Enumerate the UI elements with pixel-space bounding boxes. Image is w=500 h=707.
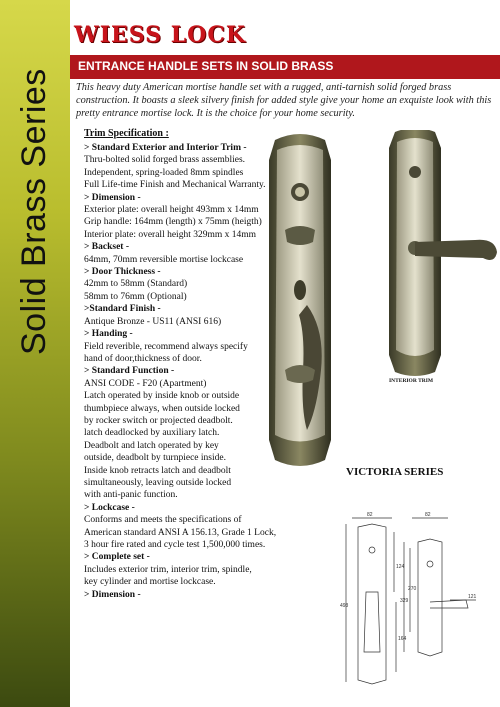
spec-heading: > Standard Function - xyxy=(84,366,175,377)
exterior-plate xyxy=(269,134,331,466)
dim-label: 164 xyxy=(398,636,407,642)
spec-heading: > Door Thickness - xyxy=(84,267,161,278)
interior-plate xyxy=(389,130,497,376)
sidebar-band xyxy=(0,0,70,707)
spec-line: Independent, spring-loaded 8mm spindles xyxy=(84,167,244,178)
spec-line: latch deadlocked by auxiliary latch. xyxy=(84,428,220,439)
spec-line: Interior plate: overall height 329mm x 14mm xyxy=(84,229,257,240)
spec-line: Latch operated by inside knob or outside xyxy=(84,391,240,402)
technical-drawing xyxy=(338,512,498,692)
intro-paragraph: This heavy duty American mortise handle set with a rugged, anti-tarnish solid forged brass construction. It boasts a sleek silvery finish for added style give your home an exquiste look with this pretty entrance mortise lock. It is the choice for your home security. xyxy=(76,82,492,119)
spec-line: simultaneously, leaving outside locked xyxy=(84,477,232,488)
dim-label: 82 xyxy=(367,512,373,518)
spec-line: by rocker switch or projected deadbolt. xyxy=(84,415,233,426)
spec-line: Antique Bronze - US11 (ANSI 616) xyxy=(84,316,222,327)
series-title: VICTORIA SERIES xyxy=(346,466,444,478)
spec-list xyxy=(84,142,277,601)
spec-heading: > Handing - xyxy=(84,329,133,340)
spec-line: with anti-panic function. xyxy=(84,490,178,501)
spec-heading: >Standard Finish - xyxy=(84,304,161,315)
dim-label: 493 xyxy=(340,603,349,609)
brand-logo: WIESS LOCK xyxy=(74,22,246,48)
spec-line: Field reverible, recommend always specify xyxy=(84,341,248,352)
spec-line: American standard ANSI A 156.13, Grade 1 Lock, xyxy=(84,527,277,538)
spec-line: Conforms and meets the specifications of xyxy=(84,515,242,526)
page-title: ENTRANCE HANDLE SETS IN SOLID BRASS xyxy=(78,59,334,73)
spec-title: Trim Specification : xyxy=(84,128,169,139)
spec-line: Exterior plate: overall height 493mm x 14mm xyxy=(84,205,259,216)
spec-line: thumbpiece always, when outside locked xyxy=(84,403,240,414)
dim-label: 82 xyxy=(425,512,431,518)
spec-line: 64mm, 70mm reversible mortise lockcase xyxy=(84,254,244,265)
series-label: Solid Brass Series xyxy=(15,68,53,355)
spec-line: 3 hour fire rated and cycle test 1,500,000 times. xyxy=(84,540,266,550)
spec-heading: > Standard Exterior and Interior Trim - xyxy=(84,143,247,153)
spec-line: Full Life-time Finish and Mechanical Warranty. xyxy=(84,180,266,191)
dim-label: 329 xyxy=(400,598,409,604)
dim-label: 270 xyxy=(408,586,417,592)
spec-line: hand of door,thickness of door. xyxy=(84,353,202,364)
spec-line: Thru-bolted solid forged brass assemblies. xyxy=(84,155,246,166)
interior-trim-label: INTERIOR TRIM xyxy=(389,378,434,384)
spec-heading: > Lockcase - xyxy=(84,502,135,513)
dim-label: 124 xyxy=(396,564,405,570)
spec-heading: > Backset - xyxy=(84,242,129,253)
spec-line: Deadbolt and latch operated by key xyxy=(84,440,219,451)
spec-line: Grip handle: 164mm (length) x 75mm (heigth) xyxy=(84,217,262,228)
dim-label: 121 xyxy=(468,594,477,600)
header-bar xyxy=(70,55,500,79)
spec-line: ANSI CODE - F20 (Apartment) xyxy=(84,378,207,389)
spec-heading: > Complete set - xyxy=(84,552,150,563)
spec-line: Includes exterior trim, interior trim, spindle, xyxy=(84,564,252,575)
spec-line: 58mm to 76mm (Optional) xyxy=(84,291,187,302)
spec-line: Inside knob retracts latch and deadbolt xyxy=(84,465,231,476)
spec-heading: > Dimension - xyxy=(84,192,141,203)
product-photo xyxy=(255,130,500,470)
spec-line: 42mm to 58mm (Standard) xyxy=(84,279,188,290)
spec-line: key cylinder and mortise lockcase. xyxy=(84,577,216,588)
spec-line: outside, deadbolt by turnpiece inside. xyxy=(84,453,226,464)
spec-heading: > Dimension - xyxy=(84,589,141,600)
